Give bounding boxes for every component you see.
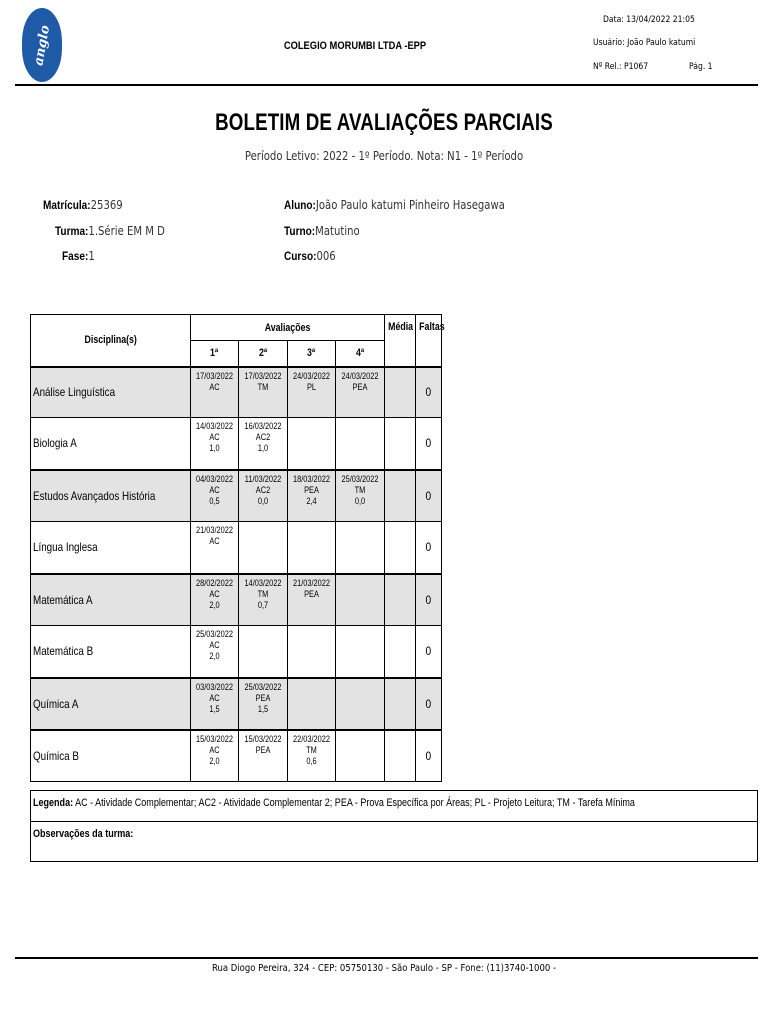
assessment-cell [288, 470, 336, 522]
assessment-type: AC [209, 640, 220, 650]
faltas-cell: 0 [416, 574, 442, 626]
assessment-cell [191, 470, 239, 522]
faltas-cell: 0 [416, 470, 442, 522]
assessment-date: 14/03/2022 [244, 577, 282, 588]
assessment-cell [239, 574, 288, 626]
assessment-type: PEA [255, 692, 271, 703]
table-row [31, 418, 442, 470]
page-title: BOLETIM DE AVALIAÇÕES PARCIAIS [215, 109, 553, 136]
assessment-cell [191, 367, 239, 418]
header-col-4: 4ª [336, 341, 385, 367]
assessment-cell [288, 626, 336, 678]
assessment-date: 17/03/2022 [244, 370, 282, 381]
assessment-date: 16/03/2022 [244, 421, 282, 431]
assessment-date: 11/03/2022 [244, 473, 282, 484]
discipline-name: Matemática B [31, 626, 191, 678]
footer-divider [15, 957, 758, 959]
curso-field: Curso:006 [284, 249, 336, 263]
assessment-date: 04/03/2022 [196, 473, 233, 484]
faltas-cell: 0 [416, 730, 442, 782]
assessment-date: 25/03/2022 [244, 681, 282, 692]
assessment-grade: 1,5 [209, 703, 220, 714]
assessment-type: PEA [304, 588, 319, 599]
assessment-type: TM [257, 588, 269, 599]
assessment-type: AC [209, 588, 220, 599]
assessment-type: AC [209, 692, 220, 703]
assessment-type: AC [209, 536, 220, 546]
table-row [31, 470, 442, 522]
assessment-type: PEA [255, 744, 271, 755]
report-user: Usuário: João Paulo katumi [593, 38, 696, 48]
assessment-cell [191, 626, 239, 678]
assessment-date: 14/03/2022 [196, 421, 233, 431]
matricula-field: Matrícula:25369 [43, 198, 123, 212]
assessment-cell [336, 574, 385, 626]
discipline-name: Química B [31, 730, 191, 782]
assessment-cell [239, 730, 288, 782]
media-cell [385, 730, 416, 782]
header-divider [15, 84, 758, 86]
assessment-type: TM [306, 744, 317, 755]
assessment-cell [336, 678, 385, 730]
discipline-name: Química A [31, 678, 191, 730]
assessment-cell [191, 522, 239, 574]
assessment-type: AC [209, 744, 220, 755]
grades-table [30, 314, 445, 782]
table-row [31, 367, 442, 418]
aluno-field: Aluno:João Paulo katumi Pinheiro Hasegawa [284, 198, 505, 212]
media-cell [385, 678, 416, 730]
period-subtitle: Período Letivo: 2022 - 1º Período. Nota: N1 - 1º Período [244, 149, 524, 163]
assessment-date: 03/03/2022 [196, 681, 233, 692]
assessment-cell [288, 522, 336, 574]
media-cell [385, 626, 416, 678]
assessment-date: 15/03/2022 [244, 733, 282, 744]
legend-box [30, 790, 758, 862]
legend-divider [31, 821, 757, 822]
assessment-date: 17/03/2022 [196, 370, 233, 381]
school-name: COLEGIO MORUMBI LTDA -EPP [283, 40, 427, 52]
legend: Legenda: AC - Atividade Complementar; AC2 - Atividade Complementar 2; PEA - Prova Específica por Áreas; PL - Projeto Leitura; TM - Tarefa Mínima [33, 797, 635, 809]
assessment-type: PEA [304, 484, 319, 495]
assessment-cell [288, 574, 336, 626]
assessment-date: 25/03/2022 [341, 473, 379, 484]
assessment-date: 21/03/2022 [196, 525, 233, 535]
assessment-cell [239, 626, 288, 678]
assessment-type: TM [257, 381, 269, 392]
discipline-name: Estudos Avançados História [31, 470, 191, 522]
assessment-date: 24/03/2022 [293, 370, 330, 381]
assessment-grade: 0,6 [306, 755, 317, 766]
page-number: Pág. 1 [689, 62, 713, 72]
faltas-cell: 0 [416, 626, 442, 678]
assessment-cell [336, 626, 385, 678]
assessment-cell [336, 418, 385, 470]
header-disciplina: Disciplina(s) [31, 315, 191, 367]
table-row [31, 730, 442, 782]
faltas-cell: 0 [416, 522, 442, 574]
assessment-cell [191, 574, 239, 626]
table-row [31, 678, 442, 730]
header-col-1: 1ª [191, 341, 239, 367]
assessment-date: 24/03/2022 [341, 370, 379, 381]
turno-field: Turno:Matutino [284, 224, 360, 238]
media-cell [385, 522, 416, 574]
media-cell [385, 574, 416, 626]
header-col-2: 2ª [239, 341, 288, 367]
media-cell [385, 470, 416, 522]
assessment-cell [191, 730, 239, 782]
faltas-cell: 0 [416, 367, 442, 418]
assessment-grade: 0,7 [257, 599, 269, 610]
assessment-grade: 2,0 [209, 755, 220, 766]
assessment-cell [336, 730, 385, 782]
assessment-cell [239, 470, 288, 522]
turma-field: Turma:1.Série EM M D [55, 224, 165, 238]
discipline-name: Biologia A [31, 418, 191, 470]
assessment-type: PL [306, 381, 317, 392]
assessment-grade: 0,5 [209, 495, 220, 506]
assessment-grade: 2,4 [306, 495, 317, 506]
assessment-date: 15/03/2022 [196, 733, 233, 744]
assessment-type: AC2 [255, 432, 271, 442]
assessment-cell [239, 367, 288, 418]
header-media: Média [385, 315, 416, 367]
footer-address: Rua Diogo Pereira, 324 - CEP: 05750130 - São Paulo - SP - Fone: (11)3740-1000 - [211, 963, 557, 974]
discipline-name: Matemática A [31, 574, 191, 626]
fase-field: Fase:1 [62, 249, 95, 263]
report-number: Nº Rel.: P1067 [593, 62, 649, 72]
assessment-grade: 0,0 [257, 495, 269, 506]
assessment-cell [239, 522, 288, 574]
assessment-cell [288, 367, 336, 418]
header-col-3: 3ª [288, 341, 336, 367]
media-cell [385, 418, 416, 470]
assessment-cell [191, 678, 239, 730]
observations-label: Observações da turma: [33, 828, 134, 840]
assessment-type: AC [209, 432, 220, 442]
assessment-cell [288, 418, 336, 470]
assessment-grade: 0,0 [354, 495, 366, 506]
assessment-grade: 2,0 [209, 651, 220, 661]
assessment-cell [336, 470, 385, 522]
assessment-grade: 1,5 [257, 703, 269, 714]
discipline-name: Análise Linguística [31, 367, 191, 418]
assessment-type: AC2 [255, 484, 271, 495]
discipline-name: Língua Inglesa [31, 522, 191, 574]
assessment-cell [239, 418, 288, 470]
assessment-cell [288, 678, 336, 730]
assessment-grade: 1,0 [209, 443, 220, 453]
media-cell [385, 367, 416, 418]
assessment-grade: 2,0 [209, 599, 220, 610]
table-row [31, 626, 442, 678]
assessment-type: TM [354, 484, 366, 495]
assessment-grade: 1,0 [257, 443, 269, 453]
assessment-type: AC [209, 484, 220, 495]
assessment-type: PEA [352, 381, 368, 392]
school-logo [22, 8, 62, 82]
header-avaliacoes: Avaliações [191, 315, 385, 341]
assessment-date: 28/02/2022 [196, 577, 233, 588]
assessment-date: 22/03/2022 [293, 733, 330, 744]
logo-text: anglo [31, 23, 53, 67]
table-row [31, 574, 442, 626]
assessment-cell [336, 522, 385, 574]
faltas-cell: 0 [416, 418, 442, 470]
assessment-cell [191, 418, 239, 470]
assessment-cell [288, 730, 336, 782]
assessment-date: 18/03/2022 [293, 473, 330, 484]
report-date: Data: 13/04/2022 21:05 [603, 15, 695, 25]
faltas-cell: 0 [416, 678, 442, 730]
assessment-date: 25/03/2022 [196, 629, 233, 639]
assessment-cell [336, 367, 385, 418]
assessment-cell [239, 678, 288, 730]
table-row [31, 522, 442, 574]
assessment-type: AC [209, 381, 220, 392]
header-faltas: Faltas [416, 315, 442, 367]
assessment-date: 21/03/2022 [293, 577, 330, 588]
